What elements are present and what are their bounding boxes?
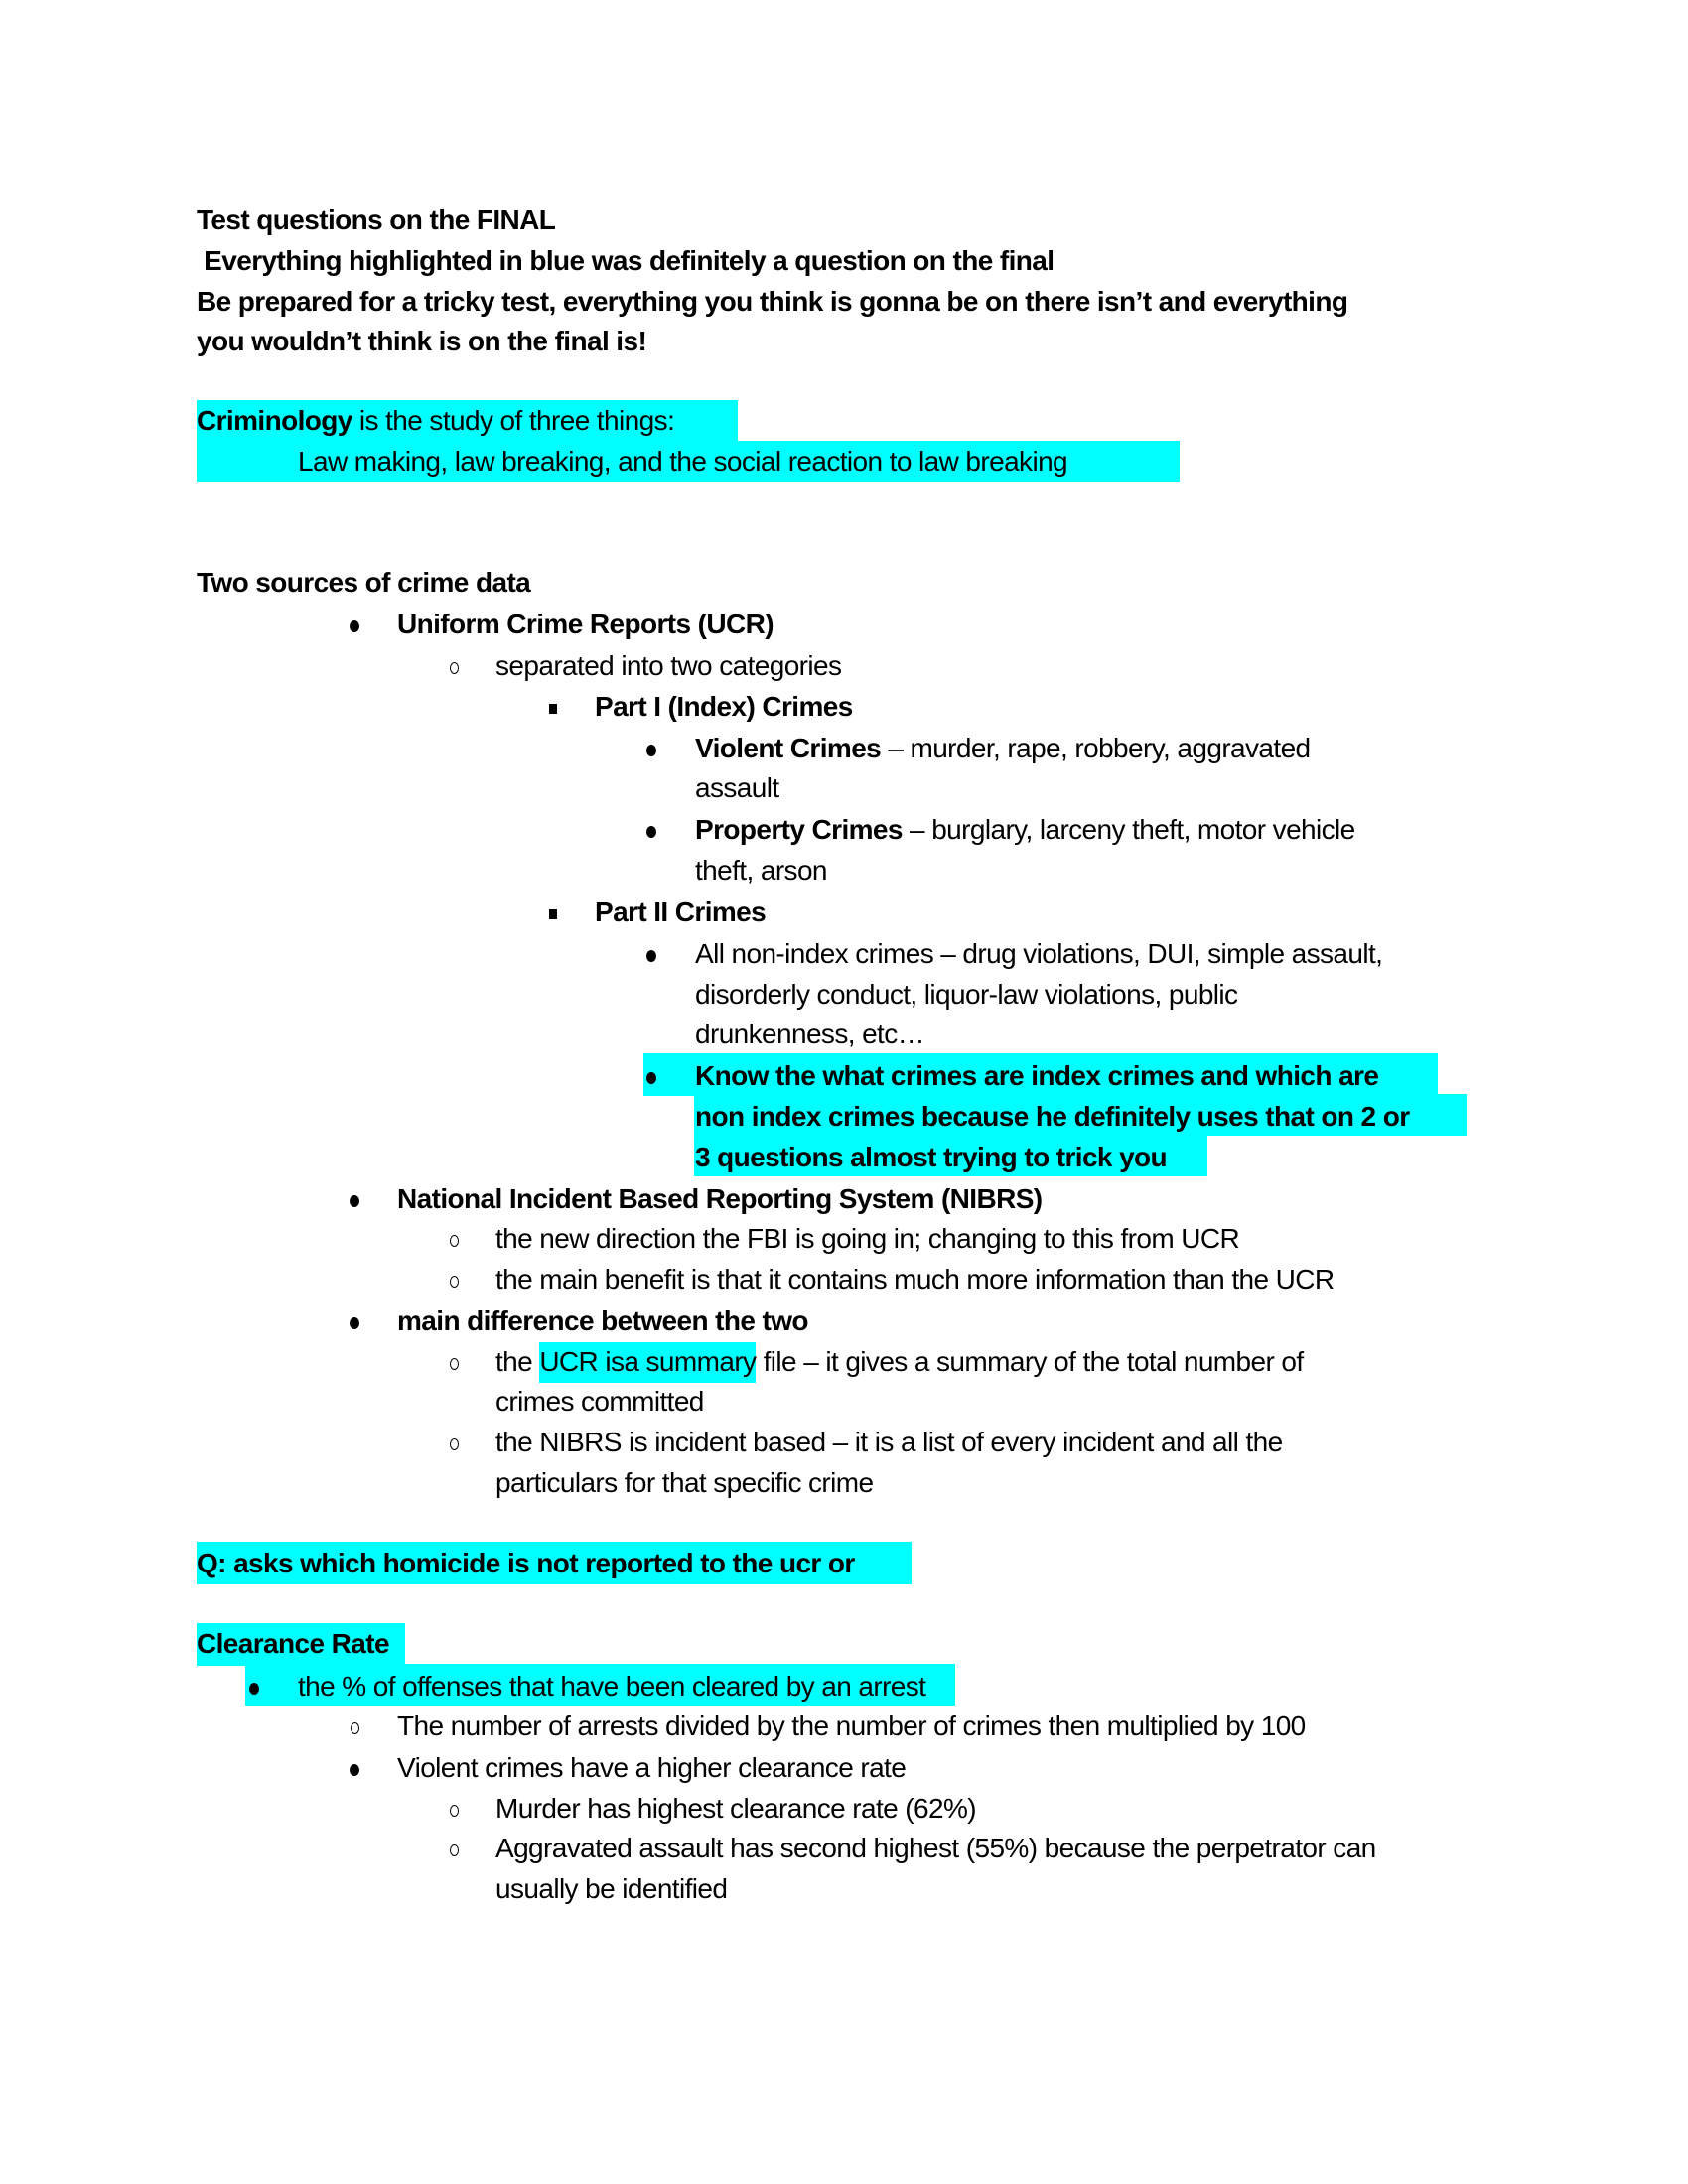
ucr-summary-item xyxy=(495,1341,1304,1382)
tip-line-3: 3 questions almost trying to trick you xyxy=(695,1142,1168,1172)
clearance-heading: Clearance Rate xyxy=(197,1628,389,1659)
bullet-icon xyxy=(646,809,656,850)
tip-line-1: Know the what crimes are index crimes and which are xyxy=(695,1060,1379,1091)
clearance-definition: the % of offenses that have been cleared by an arrest xyxy=(298,1671,926,1702)
nibrs-item: the main benefit is that it contains much more information than the UCR xyxy=(495,1264,1335,1295)
property-crimes-text: – burglary, larceny theft, motor vehicle xyxy=(902,814,1355,845)
circle-bullet-icon xyxy=(450,1422,459,1462)
bullet-icon xyxy=(350,1747,359,1788)
bullet-icon xyxy=(350,1300,359,1341)
difference-label: main difference between the two xyxy=(397,1305,808,1336)
nibrs-incident-line-2: particulars for that specific crime xyxy=(495,1467,874,1498)
bullet-icon xyxy=(350,604,359,644)
circle-bullet-icon xyxy=(450,1788,459,1829)
criminology-definition xyxy=(197,400,674,441)
bullet-icon xyxy=(646,933,656,974)
circle-bullet-icon xyxy=(450,1828,459,1868)
ucr-summary-prefix: the xyxy=(495,1346,540,1377)
nibrs-label: National Incident Based Reporting System (NIBRS) xyxy=(397,1183,1043,1214)
tip-line-2: non index crimes because he definitely uses that on 2 or xyxy=(695,1101,1410,1132)
nibrs-incident-line-1: the NIBRS is incident based – it is a list of every incident and all the xyxy=(495,1427,1283,1457)
warning-line-1: Be prepared for a tricky test, everything you think is gonna be on there isn’t and everything xyxy=(197,286,1348,317)
bullet-icon xyxy=(646,1055,656,1096)
circle-bullet-icon xyxy=(450,1259,459,1299)
part2-label: Part II Crimes xyxy=(595,896,767,927)
property-crimes-label: Property Crimes xyxy=(695,814,903,845)
question-text: Q: asks which homicide is not reported to the ucr or xyxy=(197,1548,855,1578)
violent-crimes-label: Violent Crimes xyxy=(695,733,882,763)
nonindex-line-1: All non-index crimes – drug violations, DUI, simple assault, xyxy=(695,938,1383,969)
circle-bullet-icon xyxy=(351,1706,359,1746)
violent-crimes-line-2: assault xyxy=(695,772,779,803)
property-crimes-line-2: theft, arson xyxy=(695,855,827,886)
property-crimes-item xyxy=(695,809,1355,850)
bullet-icon xyxy=(249,1666,259,1706)
circle-bullet-icon xyxy=(450,1341,459,1382)
square-bullet-icon xyxy=(549,891,557,932)
violent-clearance: Violent crimes have a higher clearance rate xyxy=(397,1752,907,1783)
circle-bullet-icon xyxy=(450,645,459,686)
assault-clearance-line-1: Aggravated assault has second highest (55%) because the perpetrator can xyxy=(495,1833,1376,1863)
criminology-term: Criminology xyxy=(197,405,352,436)
violent-crimes-text: – murder, rape, robbery, aggravated xyxy=(881,733,1311,763)
bullet-icon xyxy=(350,1178,359,1219)
square-bullet-icon xyxy=(549,686,557,727)
nonindex-line-3: drunkenness, etc… xyxy=(695,1019,925,1049)
crime-data-heading: Two sources of crime data xyxy=(197,567,531,598)
clearance-formula: The number of arrests divided by the number of crimes then multiplied by 100 xyxy=(397,1710,1306,1741)
ucr-subitem: separated into two categories xyxy=(495,650,842,681)
highlight-note: Everything highlighted in blue was definitely a question on the final xyxy=(197,245,1055,276)
ucr-summary-suffix: file – it gives a summary of the total number of xyxy=(756,1346,1304,1377)
criminology-items: Law making, law breaking, and the social reaction to law breaking xyxy=(298,446,1068,477)
murder-clearance: Murder has highest clearance rate (62%) xyxy=(495,1793,976,1824)
nonindex-line-2: disorderly conduct, liquor-law violations, public xyxy=(695,979,1238,1010)
nibrs-item: the new direction the FBI is going in; changing to this from UCR xyxy=(495,1223,1240,1254)
ucr-summary-line-2: crimes committed xyxy=(495,1386,704,1417)
circle-bullet-icon xyxy=(450,1218,459,1259)
warning-line-2: you wouldn’t think is on the final is! xyxy=(197,326,647,356)
assault-clearance-line-2: usually be identified xyxy=(495,1873,728,1904)
bullet-icon xyxy=(646,728,656,768)
document-title: Test questions on the FINAL xyxy=(197,205,556,235)
ucr-summary-highlight: UCR isa summary xyxy=(539,1342,756,1383)
ucr-label: Uniform Crime Reports (UCR) xyxy=(397,609,774,639)
criminology-definition-text: is the study of three things: xyxy=(352,405,675,436)
part1-label: Part I (Index) Crimes xyxy=(595,691,853,722)
violent-crimes-item xyxy=(695,728,1311,768)
